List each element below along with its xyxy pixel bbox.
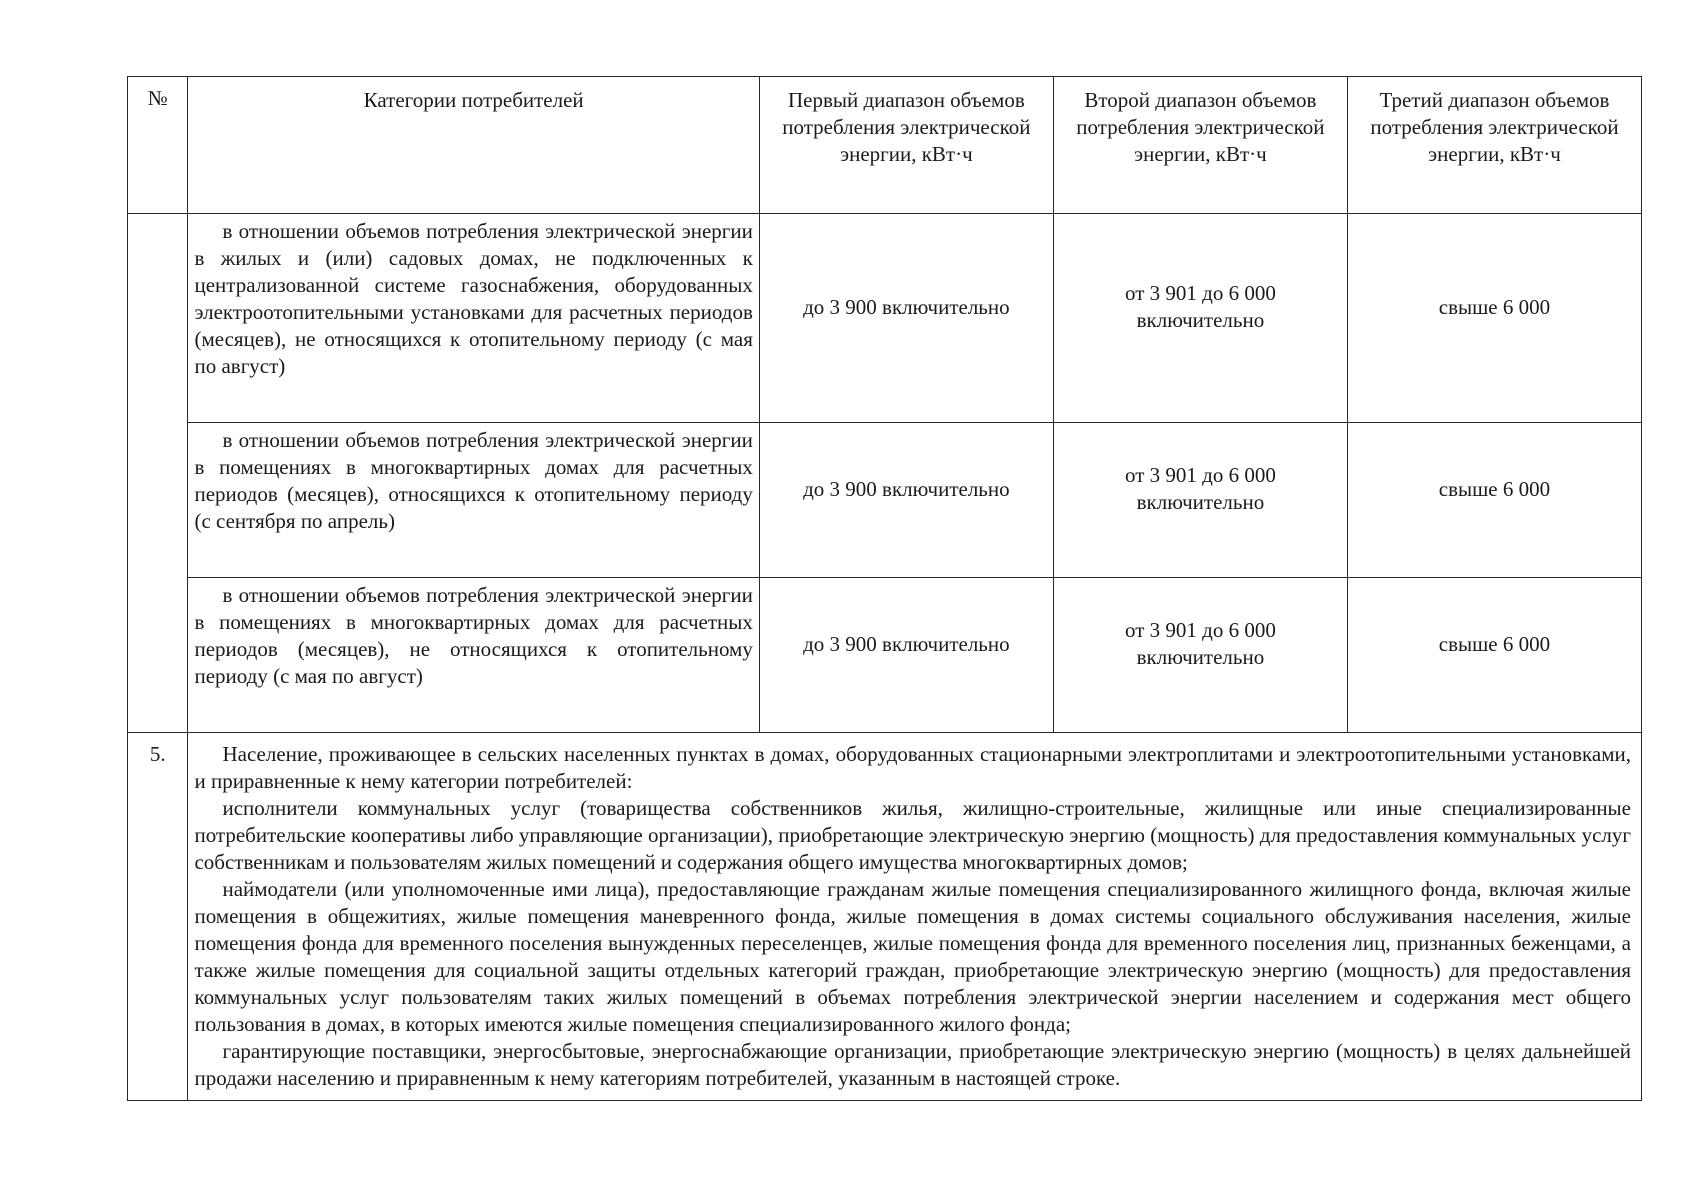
paragraph: наймодатели (или уполномоченные ими лица), предоставляющие гражданам жилые помещения специализированного жилищного фонда, включая жилые помещения в общежитиях, жилые помещения маневренного фонда, жилые помещения в домах системы социального обслуживания населения, жилые помещения фонда для временного поселения вынужденных переселенцев, жилые помещения фонда для временного поселения лиц, признанных беженцами, а также жилые помещения для социальной защиты отдельных категорий граждан, приобретающие электрическую энергию (мощность) для предоставления коммунальных услуг пользователям таких жилых помещений в объемах потребления электрической энергии населением и содержания мест общего пользования в домах, в которых имеются жилые помещения специализированного жилого фонда; [194, 877, 1631, 1036]
number-cell-empty [128, 214, 188, 733]
category-cell: в отношении объемов потребления электрической энергии в помещениях в многоквартирных домах для расчетных периодов (месяцев), не относящихся к отопительному периоду (с мая по август) [188, 578, 759, 733]
header-range-1: Первый диапазон объемов потребления электрической энергии, кВт·ч [759, 77, 1053, 214]
table-row [128, 214, 1642, 423]
header-range-3: Третий диапазон объемов потребления электрической энергии, кВт·ч [1347, 77, 1641, 214]
header-range-2: Второй диапазон объемов потребления электрической энергии, кВт·ч [1053, 77, 1347, 214]
table-row [128, 578, 1642, 733]
category-cell: в отношении объемов потребления электрической энергии в жилых и (или) садовых домах, не подключенных к централизованной системе газоснабжения, оборудованных электроотопительными установками для расчетных периодов (месяцев), не относящихся к отопительному периоду (с мая по август) [188, 214, 759, 423]
tariff-table [127, 76, 1642, 1101]
range-2-cell: от 3 901 до 6 000 включительно [1053, 214, 1347, 423]
paragraph: исполнители коммунальных услуг (товарищества собственников жилья, жилищно-строительные, жилищные или иные специализированные потребительские кооперативы либо управляющие организации), приобретающие электрическую энергию (мощность) для предоставления коммунальных услуг собственникам и пользователям жилых помещений и содержания общего имущества многоквартирных домов; [194, 796, 1631, 874]
row-5-content [188, 733, 1642, 1101]
paragraph: гарантирующие поставщики, энергосбытовые, энергоснабжающие организации, приобретающие электрическую энергию (мощность) в целях дальнейшей продажи населению и приравненным к нему категориям потребителей, указанным в настоящей строке. [194, 1039, 1631, 1090]
paragraph: Население, проживающее в сельских населенных пунктах в домах, оборудованных стационарными электроплитами и электроотопительными установками, и приравненные к нему категории потребителей: [194, 742, 1631, 793]
category-cell: в отношении объемов потребления электрической энергии в помещениях в многоквартирных домах для расчетных периодов (месяцев), относящихся к отопительному периоду (с сентября по апрель) [188, 423, 759, 578]
range-1-cell: до 3 900 включительно [759, 423, 1053, 578]
range-2-cell: от 3 901 до 6 000 включительно [1053, 578, 1347, 733]
header-number: № [128, 77, 188, 214]
row-number: 5. [128, 733, 188, 1101]
range-3-cell: свыше 6 000 [1347, 214, 1641, 423]
range-3-cell: свыше 6 000 [1347, 423, 1641, 578]
table-row [128, 423, 1642, 578]
table-row-5 [128, 733, 1642, 1101]
range-1-cell: до 3 900 включительно [759, 214, 1053, 423]
range-2-cell: от 3 901 до 6 000 включительно [1053, 423, 1347, 578]
header-category: Категории потребителей [188, 77, 759, 214]
table-header-row [128, 77, 1642, 214]
range-1-cell: до 3 900 включительно [759, 578, 1053, 733]
range-3-cell: свыше 6 000 [1347, 578, 1641, 733]
